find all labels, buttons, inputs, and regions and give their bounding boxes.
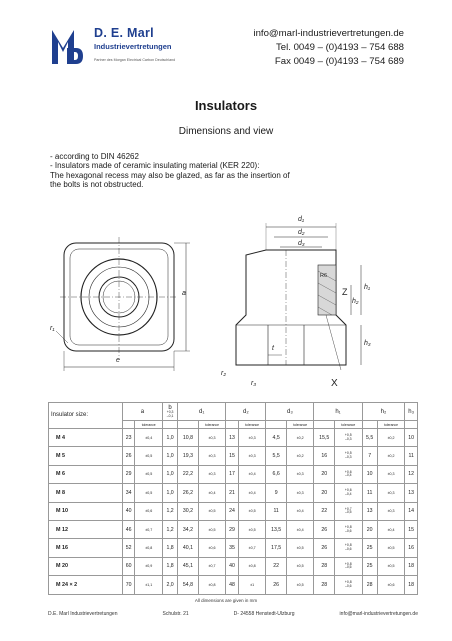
cell-d2: 35	[226, 539, 239, 557]
cell-d1-tol: ±0,5	[198, 520, 226, 538]
cell-h1-tol: +0,8 –0,6	[334, 576, 362, 594]
cell-b: 1,0	[163, 429, 178, 447]
cell-h1-tol: +0,8 –0,6	[334, 557, 362, 575]
cell-d2-tol: ±1	[238, 576, 266, 594]
cell-h2-tol: ±0,2	[377, 429, 405, 447]
cell-h2: 10	[362, 465, 377, 483]
cell-d1-tol: ±0,4	[198, 484, 226, 502]
cell-d3: 26	[266, 576, 287, 594]
cell-h3: 10	[405, 429, 418, 447]
cell-a-tol: ±1,1	[135, 576, 163, 594]
cell-h2-tol: ±0,5	[377, 557, 405, 575]
cell-d3-tol: ±0,5	[286, 557, 314, 575]
cell-d3: 13,5	[266, 520, 287, 538]
cell-d3-tol: ±0,3	[286, 484, 314, 502]
footnote: All dimensions are given in mm	[194, 598, 258, 603]
cell-size: M 10	[49, 502, 123, 520]
cell-d1: 26,2	[178, 484, 199, 502]
company-logo	[50, 26, 84, 66]
cell-h3: 12	[405, 465, 418, 483]
cell-a-tol: ±0,7	[135, 520, 163, 538]
cell-h1: 28	[314, 576, 335, 594]
technical-drawing	[46, 205, 416, 403]
cell-h1-tol: +0,8 –0,6	[334, 520, 362, 538]
cell-size: M 12	[49, 520, 123, 538]
cell-size: M 20	[49, 557, 123, 575]
cell-h1: 20	[314, 465, 335, 483]
cell-h2-tol: ±0,3	[377, 502, 405, 520]
page-title: Insulators	[194, 98, 258, 113]
col-d2: d₂	[226, 403, 266, 421]
col-b: b +0,3 –0,1	[163, 403, 178, 421]
cell-d2: 17	[226, 465, 239, 483]
cell-a: 46	[122, 520, 135, 538]
cell-a: 70	[122, 576, 135, 594]
tol-label: tolerance	[334, 421, 362, 429]
cell-d3-tol: ±0,2	[286, 429, 314, 447]
cell-d1-tol: ±0,8	[198, 576, 226, 594]
cell-a: 29	[122, 465, 135, 483]
note-line: - according to DIN 46262	[50, 152, 139, 161]
tol-label: tolerance	[286, 421, 314, 429]
cell-a-tol: ±0,9	[135, 557, 163, 575]
col-d1: d₁	[178, 403, 226, 421]
cell-h1: 15,5	[314, 429, 335, 447]
cell-h1: 22	[314, 502, 335, 520]
cell-b: 1,2	[163, 520, 178, 538]
cell-d1-tol: ±0,3	[198, 429, 226, 447]
cell-size: M 5	[49, 447, 123, 465]
cell-b: 1,0	[163, 465, 178, 483]
cell-h3: 11	[405, 447, 418, 465]
cell-d3-tol: ±0,5	[286, 576, 314, 594]
table-row	[49, 520, 418, 538]
label-r1: r₁	[50, 325, 55, 332]
cell-h2: 13	[362, 502, 377, 520]
cell-a-tol: ±0,4	[135, 429, 163, 447]
col-h1: h₁	[314, 403, 362, 421]
table-row	[49, 429, 418, 447]
contact-email[interactable]: info@marl-industrievertretungen.de	[253, 28, 404, 39]
cell-a: 34	[122, 484, 135, 502]
size-header: Insulator size:	[49, 403, 123, 429]
footer-street: Schulstr. 21	[162, 611, 189, 617]
cell-d3: 9	[266, 484, 287, 502]
cell-d1: 10,8	[178, 429, 199, 447]
cell-h3: 16	[405, 539, 418, 557]
contact-fax: Fax 0049 – (0)4193 – 754 689	[274, 56, 404, 67]
cell-h2-tol: ±0,5	[377, 539, 405, 557]
col-h2: h₂	[362, 403, 405, 421]
cell-h1: 16	[314, 447, 335, 465]
top-view	[56, 237, 190, 371]
cell-h3: 13	[405, 484, 418, 502]
cell-d3-tol: ±0,5	[286, 539, 314, 557]
footer-company: D.E. Marl Industrievertretungen	[48, 611, 118, 617]
cell-d3-tol: ±0,4	[286, 502, 314, 520]
notes	[50, 152, 410, 190]
cell-a: 23	[122, 429, 135, 447]
cell-d3: 17,5	[266, 539, 287, 557]
cell-d1: 54,8	[178, 576, 199, 594]
table-row	[49, 502, 418, 520]
cell-a-tol: ±0,5	[135, 484, 163, 502]
cell-d3: 6,6	[266, 465, 287, 483]
cell-a: 40	[122, 502, 135, 520]
cell-h2: 28	[362, 576, 377, 594]
cell-d1: 30,2	[178, 502, 199, 520]
cell-d1-tol: ±0,7	[198, 557, 226, 575]
cell-d1-tol: ±0,3	[198, 465, 226, 483]
dimensions-table	[48, 402, 418, 595]
cell-d3: 22	[266, 557, 287, 575]
cell-h1-tol: +0,5 –0,3	[334, 447, 362, 465]
label-h2: h₂	[352, 298, 359, 305]
label-h1: h₁	[364, 284, 371, 291]
cell-a: 26	[122, 447, 135, 465]
cell-d2-tol: ±0,3	[238, 447, 266, 465]
cell-d2-tol: ±0,7	[238, 539, 266, 557]
cell-h1-tol: +0,7 –0,5	[334, 502, 362, 520]
cell-size: M 4	[49, 429, 123, 447]
col-d3: d₃	[266, 403, 314, 421]
cell-b: 1,0	[163, 447, 178, 465]
cell-h1-tol: +0,5 –0,3	[334, 429, 362, 447]
cell-h2: 5,5	[362, 429, 377, 447]
tol-label: tolerance	[135, 421, 163, 429]
cell-b: 2,0	[163, 576, 178, 594]
label-d2: d₂	[298, 229, 305, 236]
cell-h1-tol: +0,6 –0,4	[334, 465, 362, 483]
cell-h2-tol: ±0,4	[377, 520, 405, 538]
label-e: e	[116, 357, 120, 364]
col-h3: h₃	[405, 403, 418, 421]
cell-size: M 16	[49, 539, 123, 557]
cell-b: 1,2	[163, 502, 178, 520]
cell-d1: 40,1	[178, 539, 199, 557]
cell-d2: 13	[226, 429, 239, 447]
cell-h1: 28	[314, 557, 335, 575]
label-d3: d₃	[298, 240, 305, 247]
cell-b: 1,0	[163, 484, 178, 502]
cell-d3-tol: ±0,4	[286, 520, 314, 538]
tol-label: tolerance	[198, 421, 226, 429]
cell-d3-tol: ±0,2	[286, 447, 314, 465]
cell-a-tol: ±0,5	[135, 465, 163, 483]
footer-city: D- 24558 Henstedt-Ulzburg	[233, 611, 295, 617]
cell-d1-tol: ±0,5	[198, 502, 226, 520]
tol-label: tolerance	[238, 421, 266, 429]
cell-d2: 21	[226, 484, 239, 502]
label-z: Z	[342, 287, 348, 297]
table-row	[49, 465, 418, 483]
cell-d1: 22,2	[178, 465, 199, 483]
company-subtitle: Industrievertretungen	[94, 42, 172, 51]
cell-h3: 14	[405, 502, 418, 520]
tol-label: tolerance	[377, 421, 405, 429]
cell-d2-tol: ±0,5	[238, 520, 266, 538]
label-h3: h₃	[364, 340, 371, 347]
footer-email[interactable]: info@marl-industrievertretungen.de	[339, 611, 418, 617]
label-r6: R6	[320, 273, 328, 279]
cell-d2: 40	[226, 557, 239, 575]
cell-d2: 24	[226, 502, 239, 520]
label-t: t	[272, 345, 274, 352]
cell-size: M 24 × 2	[49, 576, 123, 594]
cell-h1: 20	[314, 484, 335, 502]
cell-d1: 45,1	[178, 557, 199, 575]
cell-a: 52	[122, 539, 135, 557]
cell-h2: 11	[362, 484, 377, 502]
label-r2: r₂	[221, 370, 227, 377]
cell-h3: 15	[405, 520, 418, 538]
cell-d2-tol: ±0,8	[238, 557, 266, 575]
cell-a-tol: ±0,6	[135, 502, 163, 520]
page-subtitle: Dimensions and view	[178, 126, 274, 137]
cell-h2: 25	[362, 539, 377, 557]
cell-d1: 34,2	[178, 520, 199, 538]
cell-h2-tol: ±0,3	[377, 484, 405, 502]
col-a: a	[122, 403, 162, 421]
cell-a-tol: ±0,5	[135, 447, 163, 465]
cell-h1-tol: +0,6 –0,4	[334, 484, 362, 502]
cell-h3: 18	[405, 557, 418, 575]
label-x: X	[331, 378, 338, 389]
cell-d3: 4,5	[266, 429, 287, 447]
cell-d2-tol: ±0,4	[238, 484, 266, 502]
cell-h1-tol: +0,8 –0,6	[334, 539, 362, 557]
cell-d2-tol: ±0,5	[238, 502, 266, 520]
company-name: D. E. Marl	[94, 26, 154, 40]
partner-line: Partner des Morgan Electrical Carbon Deutschland	[94, 58, 176, 62]
cell-b: 1,8	[163, 557, 178, 575]
cell-h2: 20	[362, 520, 377, 538]
cell-h2: 25	[362, 557, 377, 575]
cell-d1-tol: ±0,3	[198, 447, 226, 465]
note-line: - Insulators made of ceramic insulating material (KER 220):	[50, 161, 260, 171]
label-d1: d₁	[298, 216, 305, 223]
cell-d3: 11	[266, 502, 287, 520]
cell-a-tol: ±0,8	[135, 539, 163, 557]
cell-d3-tol: ±0,3	[286, 465, 314, 483]
note-line: the bolts is not obstructed.	[50, 180, 144, 190]
cell-a: 60	[122, 557, 135, 575]
cell-h2-tol: ±0,2	[377, 447, 405, 465]
cell-d1: 19,3	[178, 447, 199, 465]
cell-h2: 7	[362, 447, 377, 465]
table-row	[49, 539, 418, 557]
cell-h1: 26	[314, 539, 335, 557]
table-row	[49, 576, 418, 594]
cell-h1: 26	[314, 520, 335, 538]
note-line: The hexagonal recess may also be glazed, as far as the insertion of	[50, 170, 290, 180]
cell-d1-tol: ±0,6	[198, 539, 226, 557]
cell-b: 1,8	[163, 539, 178, 557]
label-a-right: a	[182, 290, 186, 297]
cell-d2-tol: ±0,4	[238, 465, 266, 483]
contact-block	[253, 27, 404, 69]
cell-h2-tol: ±0,3	[377, 465, 405, 483]
cell-size: M 6	[49, 465, 123, 483]
cell-d2: 15	[226, 447, 239, 465]
footer	[48, 611, 418, 617]
contact-phone: Tel. 0049 – (0)4193 – 754 688	[275, 42, 404, 53]
cell-d3: 5,5	[266, 447, 287, 465]
table-row	[49, 557, 418, 575]
cell-d2-tol: ±0,3	[238, 429, 266, 447]
cell-d2: 29	[226, 520, 239, 538]
cell-h2-tol: ±0,6	[377, 576, 405, 594]
table-row	[49, 447, 418, 465]
cell-h3: 18	[405, 576, 418, 594]
cell-size: M 8	[49, 484, 123, 502]
table-row	[49, 484, 418, 502]
cell-d2: 48	[226, 576, 239, 594]
label-r3: r₃	[251, 380, 257, 387]
